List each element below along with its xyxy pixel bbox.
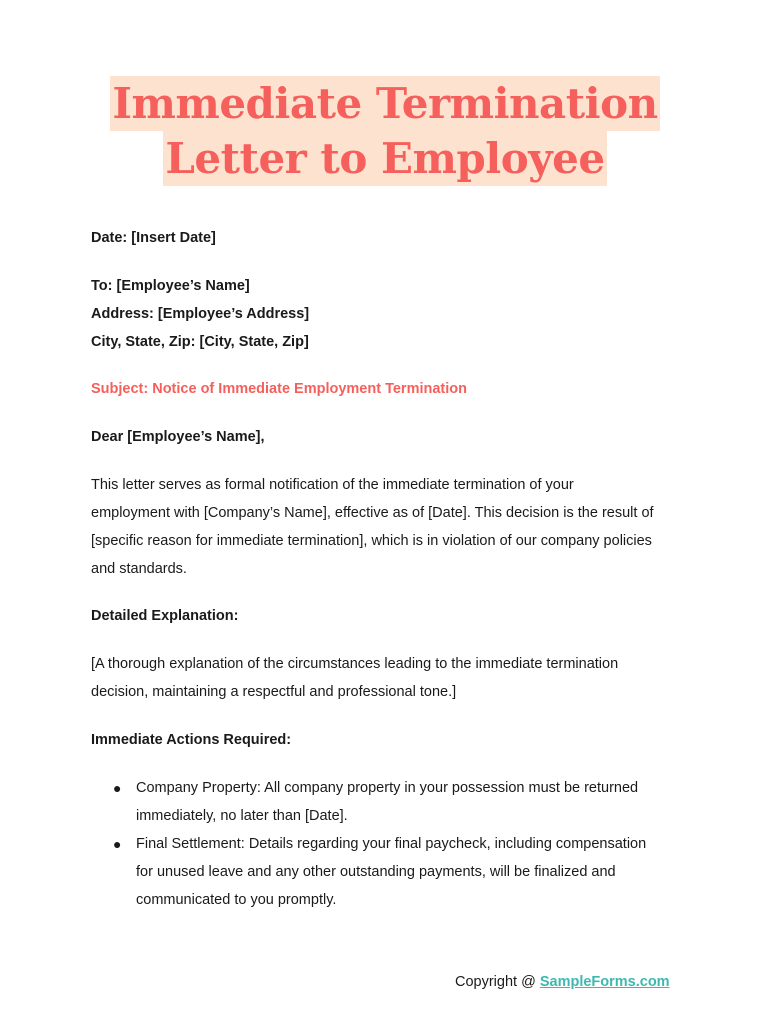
bullet-icon: ● (113, 836, 122, 852)
explanation-heading: Detailed Explanation: (91, 608, 239, 624)
document-title (0, 76, 770, 186)
list-item-line: Company Property: All company property in your possession must be returned (136, 780, 639, 796)
recipient-city-line: City, State, Zip: [City, State, Zip] (91, 334, 309, 350)
body-line: employment with [Company’s Name], effective as of [Date]. This decision is the result of (91, 505, 654, 521)
list-item-line: communicated to you promptly. (136, 892, 337, 908)
date-line: Date: [Insert Date] (91, 230, 216, 246)
bullet-icon: ● (113, 780, 122, 796)
title-line-1: Immediate Termination (110, 76, 659, 131)
sampleforms-link[interactable]: SampleForms.com (539, 974, 670, 990)
title-line-2: Letter to Employee (163, 131, 606, 186)
body-line: and standards. (91, 561, 187, 577)
copyright-footer (455, 972, 670, 992)
recipient-name-line: To: [Employee’s Name] (91, 278, 250, 294)
actions-heading: Immediate Actions Required: (91, 732, 292, 748)
list-item-line: Final Settlement: Details regarding your final paycheck, including compensation (136, 836, 647, 852)
salutation: Dear [Employee’s Name], (91, 429, 265, 445)
subject-line: Subject: Notice of Immediate Employment Termination (91, 381, 467, 397)
recipient-address-line: Address: [Employee’s Address] (91, 306, 310, 322)
explanation-line: decision, maintaining a respectful and professional tone.] (91, 684, 457, 700)
list-item-line: immediately, no later than [Date]. (136, 808, 348, 824)
body-line: This letter serves as formal notification of the immediate termination of your (91, 477, 574, 493)
explanation-line: [A thorough explanation of the circumstances leading to the immediate termination (91, 656, 619, 672)
list-item-line: for unused leave and any other outstanding payments, will be finalized and (136, 864, 616, 880)
copyright-text: Copyright @ (455, 974, 540, 990)
body-line: [specific reason for immediate termination], which is in violation of our company policies (91, 533, 652, 549)
